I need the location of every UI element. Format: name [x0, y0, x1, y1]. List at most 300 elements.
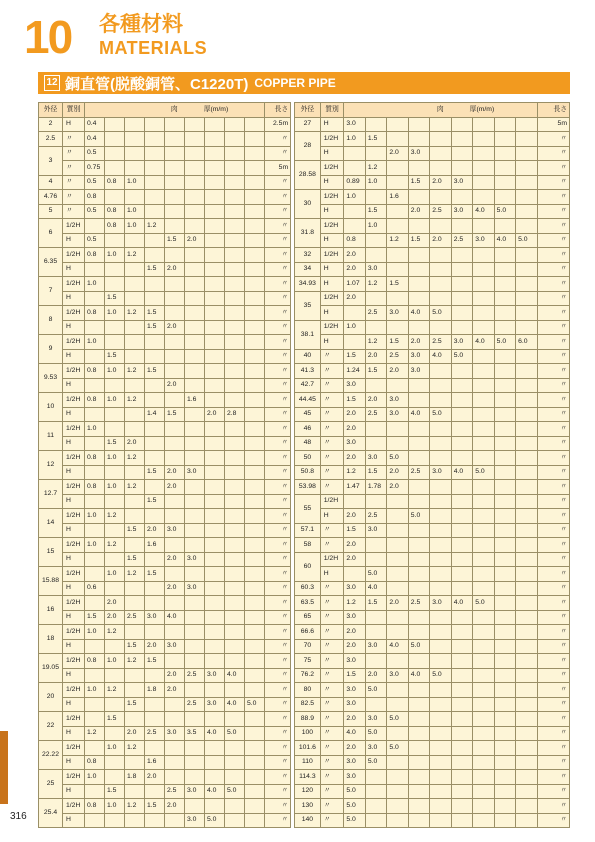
length-cell: 〃 — [265, 668, 291, 683]
thickness-cell: 4.0 — [494, 233, 515, 248]
thickness-cell — [225, 610, 245, 625]
thickness-cell — [245, 146, 265, 161]
quality-cell: 〃 — [320, 639, 344, 654]
thickness-cell — [451, 523, 472, 538]
quality-cell: 1/2H — [63, 393, 85, 408]
thickness-cell — [205, 799, 225, 814]
chapter-title-en: MATERIALS — [99, 38, 208, 58]
thickness-cell — [145, 813, 165, 828]
thickness-cell — [225, 349, 245, 364]
thickness-cell — [165, 625, 185, 640]
thickness-cell — [165, 132, 185, 147]
length-cell: 〃 — [265, 219, 291, 234]
thickness-cell: 1.0 — [85, 422, 105, 437]
thickness-cell: 1.5 — [145, 320, 165, 335]
thickness-cell — [185, 132, 205, 147]
thickness-cell — [365, 697, 386, 712]
thickness-cell — [245, 741, 265, 756]
thickness-cell: 1.5 — [365, 465, 386, 480]
od-cell: 6 — [39, 219, 63, 248]
thickness-cell — [205, 683, 225, 698]
thickness-cell: 5.0 — [430, 407, 451, 422]
thickness-cell: 1.6 — [387, 190, 408, 205]
thickness-cell — [205, 741, 225, 756]
thickness-cell: 2.0 — [344, 625, 365, 640]
thickness-cell — [85, 465, 105, 480]
thickness-cell — [225, 451, 245, 466]
thickness-cell — [387, 436, 408, 451]
thickness-cell — [516, 190, 538, 205]
thickness-cell: 2.5 — [365, 509, 386, 524]
thickness-cell — [145, 697, 165, 712]
thickness-cell: 2.5 — [125, 610, 145, 625]
thickness-cell — [344, 219, 365, 234]
thickness-cell — [387, 494, 408, 509]
thickness-cell — [451, 697, 472, 712]
thickness-cell — [408, 132, 429, 147]
thickness-cell: 1.5 — [145, 306, 165, 321]
thickness-cell — [516, 146, 538, 161]
table-row — [39, 204, 291, 219]
quality-cell: 1/2H — [63, 799, 85, 814]
thickness-cell — [125, 378, 145, 393]
thickness-cell — [473, 320, 494, 335]
length-header: 長さ — [537, 103, 569, 118]
thickness-cell: 3.0 — [451, 204, 472, 219]
length-cell: 〃 — [265, 741, 291, 756]
thickness-cell — [205, 581, 225, 596]
thickness-cell — [125, 407, 145, 422]
thickness-cell — [473, 161, 494, 176]
od-cell: 30 — [295, 190, 321, 219]
thickness-cell — [430, 639, 451, 654]
length-cell: 〃 — [537, 262, 569, 277]
thickness-cell — [225, 393, 245, 408]
thickness-cell — [451, 219, 472, 234]
thickness-cell: 3.0 — [365, 712, 386, 727]
thickness-cell: 1.5 — [125, 639, 145, 654]
thickness-cell: 1.5 — [408, 175, 429, 190]
length-cell: 〃 — [265, 393, 291, 408]
thickness-cell — [245, 117, 265, 132]
thickness-cell: 3.0 — [408, 364, 429, 379]
thickness-cell: 1.5 — [145, 567, 165, 582]
table-row — [295, 523, 570, 538]
thickness-cell — [185, 219, 205, 234]
quality-cell: 1/2H — [63, 770, 85, 785]
thickness-cell: 1.5 — [365, 364, 386, 379]
table-row — [295, 262, 570, 277]
thickness-cell — [205, 436, 225, 451]
quality-cell: 1/2H — [63, 451, 85, 466]
thickness-cell — [473, 219, 494, 234]
thickness-cell — [473, 277, 494, 292]
thickness-cell: 0.75 — [85, 161, 105, 176]
thickness-cell — [225, 422, 245, 437]
thickness-cell — [245, 784, 265, 799]
thickness-cell — [516, 393, 538, 408]
table-row — [295, 639, 570, 654]
thickness-cell: 2.0 — [165, 320, 185, 335]
thickness-cell — [516, 480, 538, 495]
od-cell: 50.8 — [295, 465, 321, 480]
thickness-cell — [165, 204, 185, 219]
table-row — [39, 233, 291, 248]
thickness-cell — [408, 436, 429, 451]
copper-pipe-table-left — [38, 102, 291, 828]
thickness-cell — [516, 306, 538, 321]
thickness-cell: 4.0 — [430, 349, 451, 364]
thickness-cell — [430, 755, 451, 770]
thickness-cell — [245, 364, 265, 379]
table-row — [39, 668, 291, 683]
table-row — [39, 262, 291, 277]
thickness-cell — [451, 683, 472, 698]
thickness-cell: 2.0 — [387, 480, 408, 495]
thickness-cell: 3.0 — [365, 451, 386, 466]
thickness-cell — [494, 378, 515, 393]
length-cell: 〃 — [265, 306, 291, 321]
od-cell: 42.7 — [295, 378, 321, 393]
table-row — [295, 596, 570, 611]
thickness-cell: 3.0 — [451, 175, 472, 190]
table-row — [39, 132, 291, 147]
table-row — [295, 320, 570, 335]
thickness-cell — [365, 654, 386, 669]
thickness-cell — [408, 320, 429, 335]
thickness-cell — [245, 190, 265, 205]
thickness-cell — [430, 581, 451, 596]
thickness-cell — [408, 378, 429, 393]
thickness-cell — [494, 175, 515, 190]
thickness-cell — [451, 436, 472, 451]
thickness-cell — [408, 523, 429, 538]
thickness-cell — [430, 117, 451, 132]
thickness-cell — [516, 581, 538, 596]
thickness-cell — [85, 697, 105, 712]
thickness-cell — [430, 480, 451, 495]
thickness-cell: 2.0 — [165, 480, 185, 495]
quality-cell: 〃 — [320, 422, 344, 437]
length-cell: 〃 — [265, 320, 291, 335]
thickness-cell — [430, 683, 451, 698]
thickness-cell — [473, 364, 494, 379]
quality-cell: 1/2H — [63, 654, 85, 669]
thickness-cell — [516, 262, 538, 277]
thickness-cell — [516, 625, 538, 640]
thickness-cell: 1.2 — [125, 799, 145, 814]
length-cell: 〃 — [265, 204, 291, 219]
thickness-cell — [408, 741, 429, 756]
thickness-cell: 3.0 — [344, 770, 365, 785]
table-row — [295, 755, 570, 770]
length-cell: 〃 — [537, 190, 569, 205]
thickness-cell — [344, 494, 365, 509]
length-cell: 〃 — [537, 770, 569, 785]
thickness-cell — [473, 190, 494, 205]
thickness-cell — [85, 712, 105, 727]
thickness-cell: 0.5 — [85, 233, 105, 248]
quality-cell: 〃 — [320, 451, 344, 466]
thickness-cell: 2.5 — [365, 407, 386, 422]
thickness-cell — [494, 451, 515, 466]
thickness-cell — [494, 784, 515, 799]
od-cell: 38.1 — [295, 320, 321, 349]
thickness-cell: 1.2 — [105, 625, 125, 640]
thickness-cell: 5.0 — [430, 668, 451, 683]
thickness-cell — [451, 581, 472, 596]
length-cell: 〃 — [537, 581, 569, 596]
thickness-cell — [451, 712, 472, 727]
thickness-cell — [165, 770, 185, 785]
table-row — [39, 422, 291, 437]
thickness-cell: 2.0 — [365, 349, 386, 364]
thickness-cell — [145, 451, 165, 466]
thickness-cell — [145, 277, 165, 292]
thickness-cell — [245, 668, 265, 683]
length-cell: 〃 — [265, 596, 291, 611]
thickness-cell: 3.0 — [185, 784, 205, 799]
thickness-cell: 3.0 — [344, 117, 365, 132]
thickness-cell: 1.0 — [105, 393, 125, 408]
thickness-cell — [430, 364, 451, 379]
thickness-cell — [516, 291, 538, 306]
quality-cell: 〃 — [320, 813, 344, 828]
thickness-cell — [185, 567, 205, 582]
thickness-cell — [245, 233, 265, 248]
quality-cell: 1/2H — [320, 494, 344, 509]
thickness-cell — [145, 436, 165, 451]
thickness-cell — [185, 625, 205, 640]
od-cell: 18 — [39, 625, 63, 654]
thickness-cell: 1.0 — [85, 509, 105, 524]
thickness-cell — [473, 668, 494, 683]
thickness-cell — [451, 755, 472, 770]
thickness-cell: 0.8 — [85, 306, 105, 321]
thickness-cell — [145, 480, 165, 495]
thickness-cell — [165, 697, 185, 712]
thickness-cell — [245, 494, 265, 509]
thickness-cell — [473, 407, 494, 422]
thickness-cell — [125, 132, 145, 147]
thickness-cell: 5.0 — [408, 639, 429, 654]
thickness-cell: 2.5 — [185, 697, 205, 712]
thickness-cell — [145, 132, 165, 147]
thickness-cell: 0.8 — [105, 175, 125, 190]
thickness-cell — [451, 117, 472, 132]
thickness-cell — [494, 567, 515, 582]
quality-cell: H — [320, 204, 344, 219]
thickness-cell — [516, 654, 538, 669]
thickness-cell — [145, 335, 165, 350]
thickness-cell — [185, 712, 205, 727]
od-cell: 70 — [295, 639, 321, 654]
thickness-cell — [165, 567, 185, 582]
thickness-cell: 5.0 — [205, 813, 225, 828]
thickness-cell: 2.5 — [430, 204, 451, 219]
thickness-cell: 3.0 — [387, 407, 408, 422]
table-row — [39, 509, 291, 524]
thickness-cell — [451, 262, 472, 277]
thickness-cell — [387, 813, 408, 828]
thickness-cell — [473, 552, 494, 567]
thickness-cell: 1.2 — [344, 465, 365, 480]
thickness-cell: 1.0 — [105, 480, 125, 495]
thickness-cell: 4.0 — [344, 726, 365, 741]
thickness-cell — [165, 538, 185, 553]
thickness-cell — [494, 248, 515, 263]
thickness-cell — [494, 349, 515, 364]
thickness-cell — [365, 248, 386, 263]
thickness-cell — [387, 538, 408, 553]
od-cell: 9.53 — [39, 364, 63, 393]
thickness-cell — [145, 146, 165, 161]
table-row — [295, 146, 570, 161]
thickness-cell: 3.0 — [451, 335, 472, 350]
thickness-cell: 0.8 — [344, 233, 365, 248]
thickness-cell — [245, 813, 265, 828]
thickness-cell — [408, 277, 429, 292]
thickness-cell: 3.0 — [165, 523, 185, 538]
thickness-cell — [145, 190, 165, 205]
thickness-cell — [516, 567, 538, 582]
thickness-cell — [165, 364, 185, 379]
thickness-cell — [225, 654, 245, 669]
length-cell: 〃 — [537, 625, 569, 640]
thickness-cell — [365, 770, 386, 785]
thickness-cell — [225, 596, 245, 611]
thickness-cell: 2.5 — [365, 306, 386, 321]
thickness-cell — [245, 552, 265, 567]
thickness-cell — [245, 480, 265, 495]
thickness-cell — [205, 625, 225, 640]
thickness-cell — [105, 262, 125, 277]
thickness-cell — [85, 596, 105, 611]
od-cell: 82.5 — [295, 697, 321, 712]
length-header: 長さ — [265, 103, 291, 118]
thickness-cell — [145, 349, 165, 364]
thickness-cell: 1.5 — [125, 697, 145, 712]
quality-cell: 〃 — [63, 161, 85, 176]
thickness-cell — [430, 726, 451, 741]
length-cell: 〃 — [265, 726, 291, 741]
thickness-cell — [125, 320, 145, 335]
thickness-cell: 1.5 — [387, 335, 408, 350]
table-row — [39, 755, 291, 770]
thickness-cell — [125, 509, 145, 524]
table-row — [39, 248, 291, 263]
table-row — [295, 378, 570, 393]
thickness-cell — [430, 248, 451, 263]
thickness-cell — [408, 262, 429, 277]
thickness-cell — [387, 770, 408, 785]
thickness-cell — [165, 755, 185, 770]
table-row — [39, 494, 291, 509]
od-cell: 130 — [295, 799, 321, 814]
thickness-cell — [205, 233, 225, 248]
thickness-cell: 1.5 — [365, 596, 386, 611]
thickness-cell: 4.0 — [408, 306, 429, 321]
thickness-cell — [430, 784, 451, 799]
length-cell: 〃 — [265, 422, 291, 437]
thickness-header — [344, 103, 537, 118]
thickness-cell — [225, 683, 245, 698]
length-cell: 〃 — [537, 741, 569, 756]
thickness-cell — [516, 538, 538, 553]
thickness-cell: 2.0 — [344, 639, 365, 654]
quality-cell: H — [320, 567, 344, 582]
thickness-cell — [473, 770, 494, 785]
thickness-cell — [473, 726, 494, 741]
table-row — [295, 436, 570, 451]
thickness-cell — [473, 639, 494, 654]
thickness-cell: 2.0 — [365, 393, 386, 408]
thickness-cell: 2.5 — [408, 596, 429, 611]
thickness-cell — [430, 523, 451, 538]
thickness-cell — [451, 393, 472, 408]
length-cell: 〃 — [265, 567, 291, 582]
thickness-cell — [125, 683, 145, 698]
thickness-cell — [165, 306, 185, 321]
thickness-cell — [473, 378, 494, 393]
thickness-cell — [225, 262, 245, 277]
thickness-cell — [516, 552, 538, 567]
thickness-cell: 1.0 — [105, 248, 125, 263]
thickness-cell: 2.0 — [344, 291, 365, 306]
thickness-cell — [85, 494, 105, 509]
thickness-cell — [245, 161, 265, 176]
od-cell: 12 — [39, 451, 63, 480]
thickness-cell: 1.2 — [125, 306, 145, 321]
thickness-cell — [516, 712, 538, 727]
thickness-cell: 2.0 — [165, 581, 185, 596]
od-cell: 31.8 — [295, 219, 321, 248]
thickness-cell: 5.0 — [516, 233, 538, 248]
thickness-cell — [408, 190, 429, 205]
thickness-cell: 3.0 — [365, 741, 386, 756]
thickness-cell — [451, 552, 472, 567]
thickness-cell: 5.0 — [245, 697, 265, 712]
thickness-cell: 0.6 — [85, 581, 105, 596]
table-row — [295, 799, 570, 814]
thickness-cell: 3.0 — [387, 393, 408, 408]
thickness-cell — [125, 494, 145, 509]
length-cell: 〃 — [537, 132, 569, 147]
od-cell: 44.45 — [295, 393, 321, 408]
thickness-cell — [408, 567, 429, 582]
thickness-cell — [185, 596, 205, 611]
thickness-cell — [473, 291, 494, 306]
table-row — [295, 509, 570, 524]
thickness-cell: 1.5 — [165, 233, 185, 248]
thickness-cell — [245, 204, 265, 219]
thickness-cell: 0.4 — [85, 132, 105, 147]
thickness-cell — [430, 494, 451, 509]
thickness-cell: 1.2 — [125, 451, 145, 466]
thickness-cell: 5.0 — [494, 204, 515, 219]
thickness-cell — [225, 132, 245, 147]
thickness-cell: 1.6 — [185, 393, 205, 408]
thickness-cell: 3.0 — [387, 668, 408, 683]
length-cell: 〃 — [537, 668, 569, 683]
quality-cell: H — [63, 117, 85, 132]
quality-cell: 〃 — [320, 712, 344, 727]
table-row — [39, 625, 291, 640]
thickness-cell — [473, 581, 494, 596]
od-cell: 3 — [39, 146, 63, 175]
thickness-cell — [225, 480, 245, 495]
thickness-cell — [225, 161, 245, 176]
